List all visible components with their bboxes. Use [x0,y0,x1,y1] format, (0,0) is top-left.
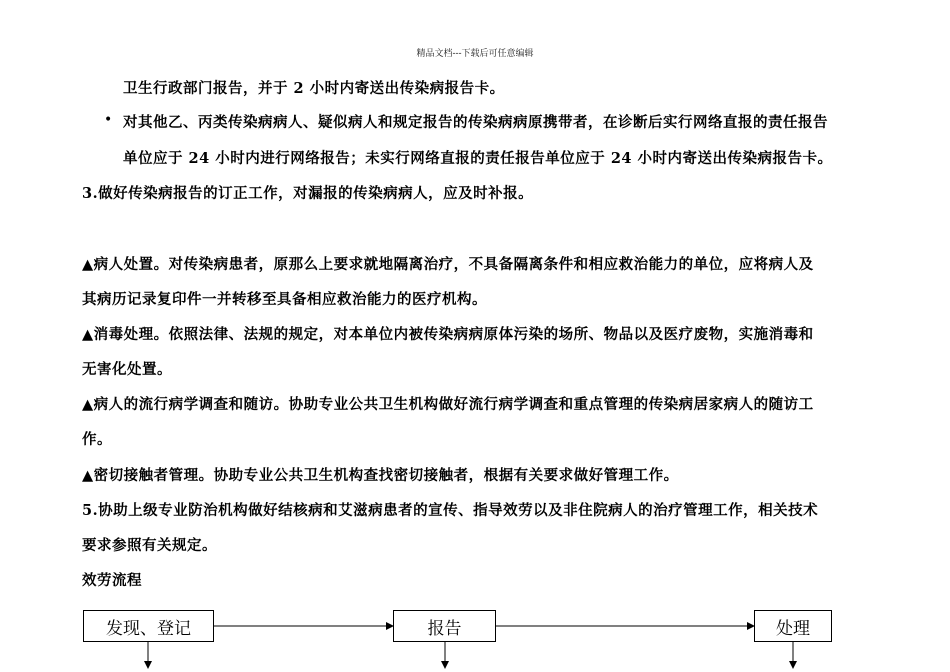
paragraph-line: ▲消毒处理。依照法律、法规的规定，对本单位内被传染病病原体污染的场所、物品以及医疗废物，实施消毒和 [82,326,814,343]
flow-box-discover-register: 发现、登记 [83,610,214,642]
paragraph-line: ▲密切接触者管理。协助专业公共卫生机构查找密切接触者，根据有关要求做好管理工作。 [82,467,679,484]
paragraph-line: 无害化处置。 [82,361,172,378]
flow-box-report: 报告 [393,610,496,642]
flow-box-handle: 处理 [754,610,832,642]
paragraph-line: 3.做好传染病报告的订正工作，对漏报的传染病病人，应及时补报。 [82,185,534,202]
paragraph-line: 单位应于 24 小时内进行网络报告；未实行网络直报的责任报告单位应于 24 小时内寄送出传染病报告卡。 [123,150,833,167]
paragraph-line: ▲病人处置。对传染病患者，原那么上要求就地隔离治疗，不具备隔离条件和相应救治能力的单位，应将病人及 [82,256,814,273]
paragraph-line: 对其他乙、丙类传染病病人、疑似病人和规定报告的传染病病原携带者，在诊断后实行网络直报的责任报告 [123,114,828,131]
paragraph-line: 作。 [82,431,112,448]
bullet-icon: • [104,112,113,128]
flow-section-title: 效劳流程 [82,572,142,589]
paragraph-line: ▲病人的流行病学调查和随访。协助专业公共卫生机构做好流行病学调查和重点管理的传染病居家病人的随访工 [82,396,814,413]
paragraph-line: 5.协助上级专业防治机构做好结核病和艾滋病患者的宣传、指导效劳以及非住院病人的治疗管理工作，相关技术 [82,502,819,519]
paragraph-line: 其病历记录复印件一并转移至具备相应救治能力的医疗机构。 [82,291,487,308]
paragraph-line: 卫生行政部门报告，并于 2 小时内寄送出传染病报告卡。 [123,80,505,97]
paragraph-line: 要求参照有关规定。 [82,537,217,554]
page-header: 精品文档---下载后可任意编辑 [416,49,534,59]
